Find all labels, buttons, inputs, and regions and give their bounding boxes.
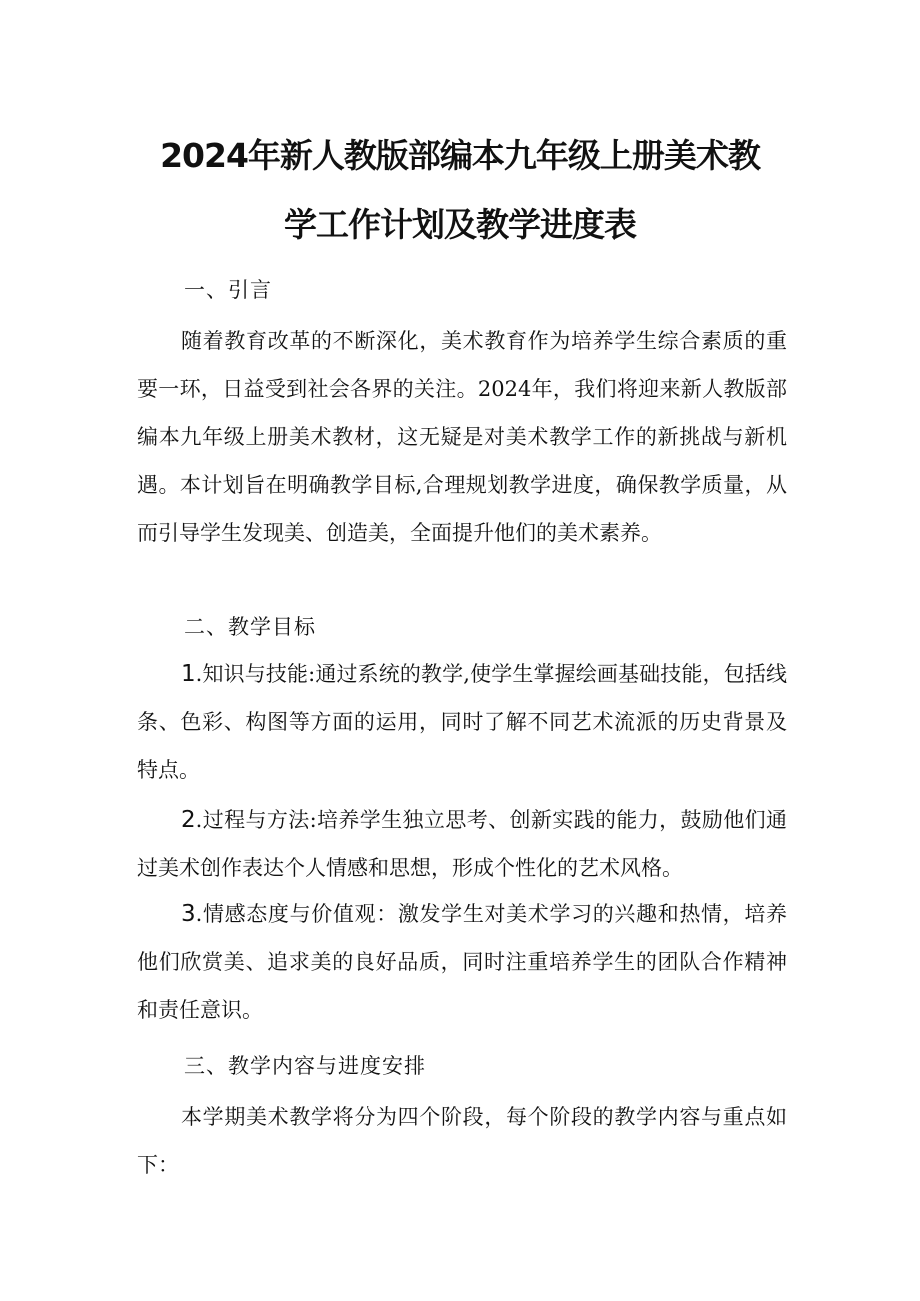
intro-paragraph: 随着教育改革的不断深化，美术教育作为培养学生综合素质的重要一环，日益受到社会各界的关注。2024年，我们将迎来新人教版部编本九年级上册美术教材，这无疑是对美术教学工作的新挑战与新机遇。本计划旨在明确教学目标,合理规划教学进度，确保教学质量，从而引导学生发现美、创造美，全面提升他们的美术素养。 bbox=[137, 329, 787, 545]
goal-number: 3 bbox=[181, 901, 196, 927]
goal-item-process bbox=[137, 796, 787, 892]
goal-text: .过程与方法:培养学生独立思考、创新实践的能力，鼓励他们通过美术创作表达个人情感和思想，形成个性化的艺术风格。 bbox=[137, 808, 787, 880]
content-paragraph: 本学期美术教学将分为四个阶段，每个阶段的教学内容与重点如下： bbox=[137, 1105, 787, 1177]
goal-number: 2 bbox=[181, 807, 196, 833]
section-heading-content: 三、教学内容与进度安排 bbox=[184, 1054, 426, 1078]
document-title-line-2: 学工作计划及教学进度表 bbox=[284, 205, 636, 244]
section-heading-goals: 二、教学目标 bbox=[184, 615, 316, 639]
goal-text: .知识与技能:通过系统的教学,使学生掌握绘画基础技能，包括线条、色彩、构图等方面的运用，同时了解不同艺术流派的历史背景及特点。 bbox=[137, 662, 787, 782]
section-heading-intro: 一、引言 bbox=[184, 278, 272, 302]
goal-item-attitude bbox=[137, 890, 787, 1034]
goal-number: 1 bbox=[181, 661, 196, 687]
goal-text: .情感态度与价值观：激发学生对美术学习的兴趣和热情，培养他们欣赏美、追求美的良好品质，同时注重培养学生的团队合作精神和责任意识。 bbox=[137, 902, 787, 1022]
document-title-line-1: 2024年新人教版部编本九年级上册美术教 bbox=[160, 136, 760, 175]
goal-item-knowledge bbox=[137, 650, 787, 794]
